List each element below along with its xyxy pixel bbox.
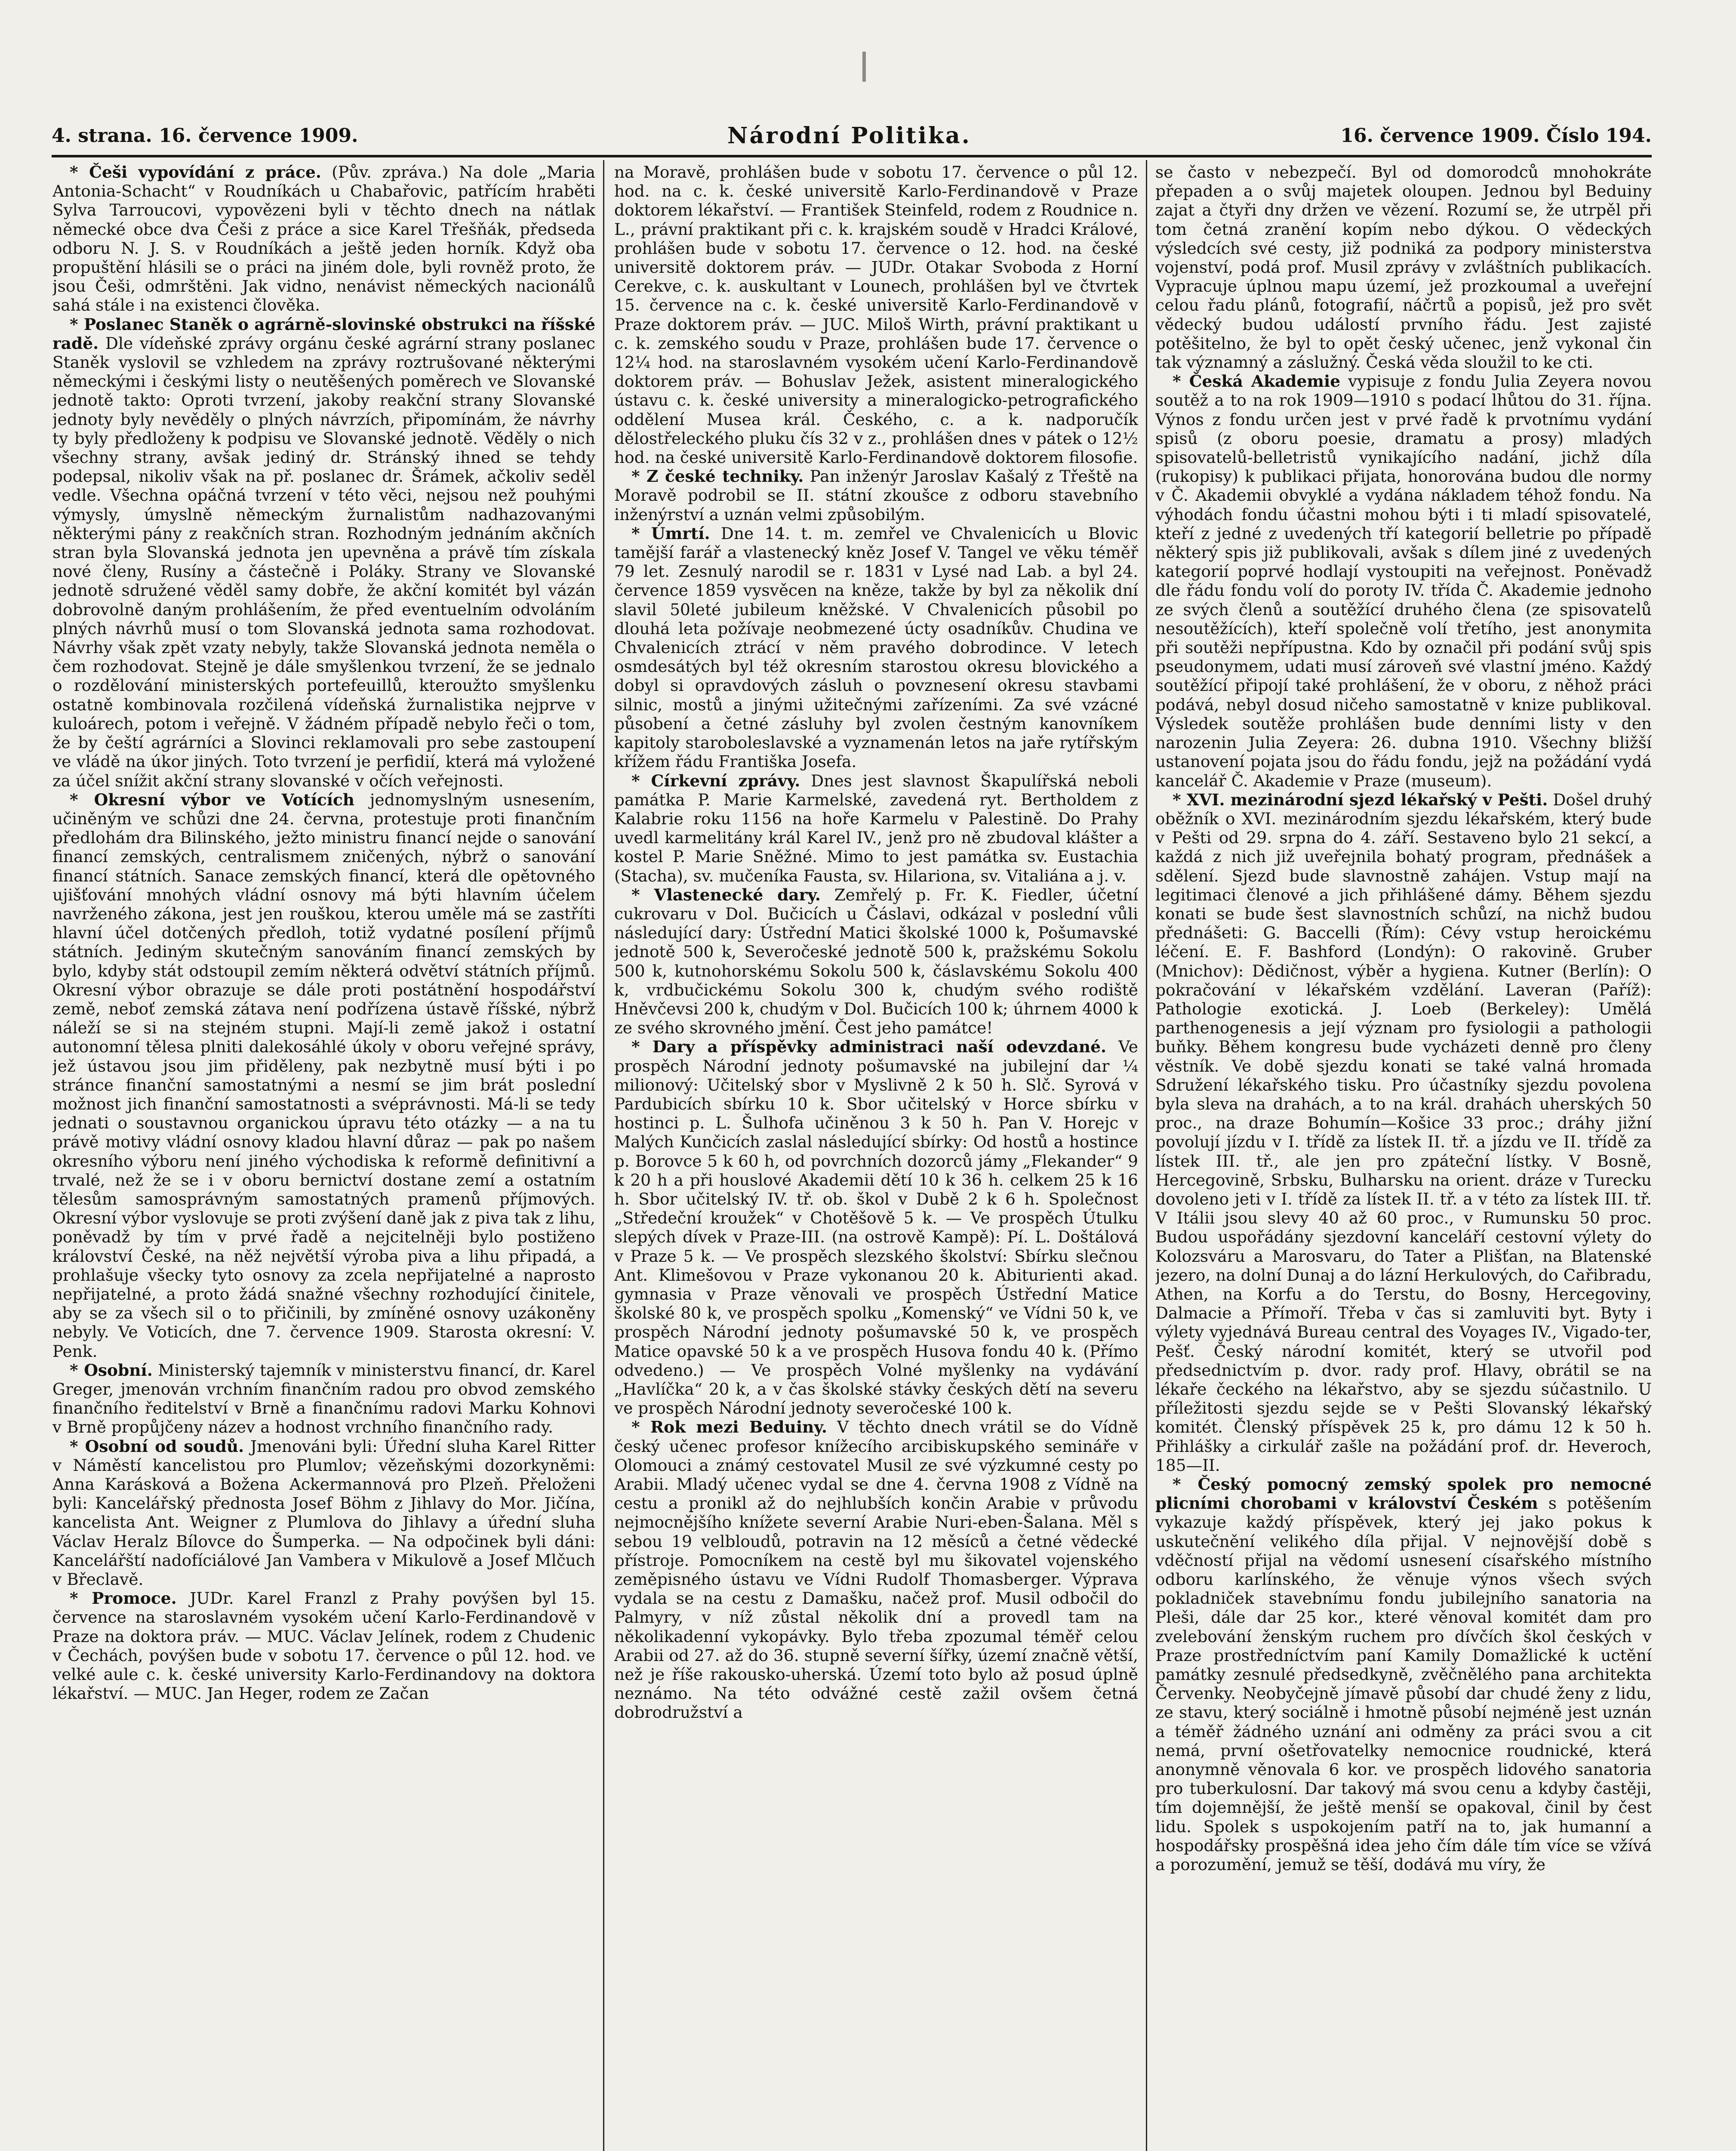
article-body: Zemřelý p. Fr. K. Fiedler, účetní cukrovaru v Dol. Bučicích u Čáslavi, odkázal v poslední vůli následující dary: Ústřední Matici školské 1000 k, Pošumavské jednotě 500 k, Severočeské jednotě 500 k, pražskému Sokolu 500 k, kutnohorskému Sokolu 500 k, čáslavskému Sokolu 400 k, vrdbučickému Sokolu 300 k, chudým svého rodiště Hněvčevsi 200 k, chudým v Dol. Bučicích 100 k; úhrnem 4000 k ze svého skrovného jmění. Čest jeho památce! [614, 885, 1138, 1038]
header-right: 16. července 1909. Číslo 194. [1340, 124, 1652, 147]
article-heading: * Osobní. [70, 1360, 153, 1380]
article [614, 771, 1138, 885]
article-body: se často v nebezpečí. Byl od domorodců mnohokráte přepaden a o svůj majetek oloupen. Jednou byl Beduiny zajat a čtyři dny držen ve vězení. Rozumí se, že utrpěl při tom četná zranění kopím nebo dýkou. O vědeckých výsledcích své cesty, již podniká za podpory ministerstva vojenství, podá prof. Musil zprávy v zvláštních publikacích. Vypracuje úplnou mapu území, jež prozkoumal a uveřejní celou řadu plánů, fotografií, náčrtů a popisů, jež pro svět vědecký budou událostí prvního řádu. Jest zajisté potěšitelno, že byl to opět český učenec, jenž vykonal čin tak významný a záslužný. Česká věda sloužil to ke cti. [1155, 163, 1652, 372]
article-body: s potěšením vykazuje každý příspěvek, který jej jako pokus k uskutečnění velikého díla přijal. V nejnovější době s vděčností přijal na vědomí usnesení císařského místního odboru karlínského, že věnuje výnos všech svých pokladniček stavebnímu fondu jubilejního sanatoria na Pleši, dále dar 25 kor., které věnoval komitét dam pro zvelebování ženským ruchem pro dívčích škol českých v Praze prostředníctvím paní Kamily Domažlické k uctění památky zesnulé předsedkyně, zvěčnělého pana architekta Červenky. Neobyčejně jímavě působí dar chudé ženy z lidu, ze stavu, který sociálně i hmotně působí nejméně jest uznán a téměř žádného uznání ani odměny za práci svou a cit nemá, první ošetřovatelky nemocnice roudnické, která anonymně věnovala 6 kor. ve prospěch lidového sanatoria pro tuberkulosní. Dar takový má svou cenu a kdyby častěji, tím dojemnější, že ještě menší se opakoval, činil by čest lidu. Spolek s uspokojením patří na to, jak humanní a hospodářsky prospěšná idea jeho čím dále tím více se vžívá a porozumění, jemuž se těší, dodává mu víry, že [1155, 1494, 1652, 1874]
column-1 [52, 163, 595, 2151]
article [1155, 790, 1652, 1475]
article-heading: * Vlastenecké dary. [631, 885, 821, 904]
article-body: Pan inženýr Jaroslav Kašalý z Třeště na Moravě podrobil se II. státní zkoušce z odboru stavebního inženýrství a uznán velmi způsobilým. [614, 467, 1138, 524]
column-3 [1155, 163, 1652, 2151]
article-body: Dnes jest slavnost Škapulířská neboli památka P. Marie Karmelské, zavedená ryt. Bertholdem z Kalabrie roku 1156 na hoře Karmelu v Palestině. Do Prahy uvedl karmelitány král Karel IV., jenž pro ně zbudoval klášter a kostel P. Marie Sněžné. Mimo to jest památka sv. Eustachia (Stacha), sv. mučeníka Fausta, sv. Hilariona, sv. Vitaliána a j. v. [614, 771, 1138, 885]
article-heading: * XVI. mezinárodní sjezd lékařský v Pešti. [1173, 790, 1548, 809]
column-divider [603, 160, 604, 2151]
article [1155, 163, 1652, 372]
article [614, 1418, 1138, 1722]
article-heading: * Český pomocný zemský spolek pro nemocné plicními chorobami v království Českém [1155, 1475, 1652, 1513]
article [52, 1361, 595, 1437]
article-heading: * Církevní zprávy. [631, 771, 800, 790]
article-body: (Pův. zpráva.) Na dole „Maria Antonia-Schacht“ v Roudníkách u Chabařovic, patřícím hraběti Sylva Tarroucovi, vypovězeni byli v těchto dnech na nátlak německé obce dva Češi z práce a sice Karel Třešňák, předseda odboru N. J. S. v Roudníkách a ještě jeden horník. Když oba propuštění hlásili se o práci na jiném dole, byli rovněž proto, že jsou Češi, odmrštěni. Jak vidno, nenávist německých nacionálů sahá stále i na existenci člověka. [52, 163, 595, 315]
article [1155, 1475, 1652, 1874]
article-body: Ministerský tajemník v ministerstvu financí, dr. Karel Greger, jmenován vrchním finančním radou pro obvod zemského finančního ředitelství v Brně a finančnímu radovi Marku Kohnovi v Brně propůjčeny název a hodnost vrchního finančního rady. [52, 1360, 595, 1437]
header-left: 4. strana. 16. července 1909. [52, 124, 358, 147]
masthead: Národní Politika. [727, 122, 971, 149]
article [614, 163, 1138, 467]
article [614, 524, 1138, 771]
article-heading: * Poslanec Staněk o agrárně-slovinské obstrukci na říšské radě. [52, 314, 595, 353]
article-heading: * Češi vypovídání z práce. [70, 163, 321, 182]
article-heading: * Česká Akademie [1173, 372, 1341, 391]
scan-mark [862, 52, 866, 82]
article-heading: * Promoce. [70, 1589, 177, 1608]
article [614, 885, 1138, 1038]
article-body: JUDr. Karel Franzl z Prahy povýšen byl 15. července na staroslavném vysokém učení Karlo-Ferdinandově v Praze na doktora práv. — MUC. Václav Jelínek, rodem z Chudenic v Čechách, povýšen bude v sobotu 17. července o půl 12. hod. ve velké aule c. k. české university Karlo-Ferdinandovy na doktora lékařství. — MUC. Jan Heger, rodem ze Začan [52, 1589, 595, 1703]
article [52, 1437, 595, 1589]
article-body: Došel druhý oběžník o XVI. mezinárodním sjezdu lékařském, který bude v Pešti od 29. srpna do 4. září. Sestaveno bylo 21 sekcí, a každá z nich již uveřejnila bohatý program, přednášek a sdělení. Sjezd bude slavnostně zahájen. Vstup mají na legitimaci členové a jich přihlášené dámy. Během sjezdu konati se bude šest slavnostních schůzí, na nichž budou přednášeti: G. Baccelli (Řím): Cévy vstup heroickému léčení. E. F. Bashford (Londýn): O rakovině. Gruber (Mnichov): Dědičnost, výběr a hygiena. Kutner (Berlín): O pokračování v lékařském vzdělání. Laveran (Paříž): Pathologie exotická. J. Loeb (Berkeley): Umělá parthenogenesis a její význam pro fysiologii a pathologii buňky. Během kongresu bude vycházeti denně pro členy věstník. Ve době sjezdu konati se také valná hromada Sdružení lékařského tisku. Pro účastníky sjezdu povolena byla sleva na drahách, a to na král. drahách uherských 50 proc., na draze Bohumín—Košice 33 proc.; dráhy jižní povolují jízdu v I. třídě za lístek II. tř. a jízdu ve II. třídě za lístek III. tř., ale jen pro zpáteční lístky. V Bosně, Hercegovině, Srbsku, Bulharsku na orient. dráze v Turecku dovoleno jeti v I. třídě za lístek II. tř. a v této za lístek III. tř. V Itálii jsou slevy 40 až 60 proc., v Rumunsku 50 proc. Budou uspořádány sjezdovní kanceláří cestovní výlety do Kolozsváru a Marosvaru, do Tater a Plišťan, na Blatenské jezero, na dolní Dunaj a do lázní Herkulových, do Cařibradu, Athen, na Korfu a do Terstu, do Bosny, Hercegoviny, Dalmacie a Přímoří. Třeba v čas si zamluviti byt. Byty i výlety vyjednává Bureau central des Voyages IV., Vigado-ter, Pešť. Český národní komitét, který se utvořil pod předsednictvím p. dvor. rady prof. Hlavy, obrátil se na lékaře čeckého na lékařstvo, aby se sjezdu súčastnilo. U příležitosti sjezdu sejde se v Pešti Slovanský lékařský komitét. Členský příspěvek 25 k, pro dámu 12 k 50 h. Přihlášky a cirkulář zašle na požádání prof. dr. Heveroch, 185—II. [1155, 790, 1652, 1475]
article [1155, 372, 1652, 790]
article [52, 163, 595, 315]
article [52, 1589, 595, 1703]
article-body: Ve prospěch Národní jednoty pošumavské na jubilejní dar ¼ milionový: Učitelský sbor v Myslivně 2 k 50 h. Slč. Syrová v Pardubicích sbírku 10 k. Sbor učitelský v Horce sbírku v hostinci p. L. Šulhofa učiněnou 3 k 50 h. Pan V. Horejc v Malých Kunčicích zaslal následující sbírky: Od hostů a hostince p. Borovce 5 k 60 h, od povrchních dozorců jámy „Flekander“ 9 k 20 h a při houslové Akademii dětí 10 k 36 h. celkem 25 k 16 h. Sbor učitelský IV. tř. ob. škol v Dubě 2 k 6 h. Společnost „Středeční kroužek“ v Chotěšově 5 k. — Ve prospěch Útulku slepých dívek v Praze-III. (na ostrově Kampě): Pí. L. Doštálová v Praze 5 k. — Ve prospěch slezského školství: Sbírku slečnou Ant. Klimešovou v Praze vykonanou 20 k. Abiturienti akad. gymnasia v Praze věnovali ve prospěch Ústřední Matice školské 80 k, ve prospěch spolku „Komenský“ ve Vídni 50 k, ve prospěch Národní jednoty pošumavské 50 k, ve prospěch Matice opavské 50 k a ve prospěch Husova fondu 40 k. (Přímo odvedeno.) — Ve prospěch Volné myšlenky na vydávání „Havlíčka“ 20 k, a v čas školské stávky českých dětí na severu ve prospěch Národní jednoty severočeské 100 k. [614, 1037, 1138, 1418]
article [614, 1037, 1138, 1418]
article-heading: * Úmrtí. [631, 524, 710, 543]
page-header [52, 118, 1652, 153]
article [614, 467, 1138, 524]
column-divider [1146, 160, 1147, 2151]
header-rule [52, 155, 1652, 157]
article-body: Jmenováni byli: Úřední sluha Karel Ritter v Náměstí kancelistou pro Plumlov; vězeňskými dozorkyněmi: Anna Karásková a Božena Ackermannová pro Plzeň. Přeloženi byli: Kancelářský přednosta Josef Böhm z Jihlavy do Mor. Jičína, kancelista Ant. Weigner z Plumlova do Jihlavy a úřední sluha Václav Heralz Bílovce do Šumperka. — Na odpočinek byli dáni: Kancelářští nadofíciálové Jan Vambera v Mikulově a Josef Mlčuch v Břeclavě. [52, 1436, 595, 1589]
article-body: Dle vídeňské zprávy orgánu české agrární strany poslanec Staněk vyslovil se vzhledem na zprávy roztrušované některými německými i českými listy o neutěšených poměrech ve Slovanské jednotě takto: Oproti tvrzení, jakoby reakční strany Slovanské jednoty byly nevěděly o plných návrzích, připomínám, že návrhy ty byly předloženy k podpisu ve Slovanské jednotě. Věděly o nich všechny strany, avšak jediný dr. Stránský ihned se tehdy podepsal, nikoliv však na př. poslanec dr. Šrámek, ačkoliv seděl vedle. Všechna opáčná tvrzení v této věci, nejsou než pouhými výmysly, úmyslně německým žurnalistům nadhazovanými některými pány z reakčních stran. Rozhodným jednáním akčních stran byla Slovanská jednota jen upevněna a právě tím získala nové členy, Rusíny a částečně i Poláky. Strany ve Slovanské jednotě sdružené věděl samy dobře, že akční komitét byl vázán dobrovolně daným prohlášením, že před eventuelním odvoláním plných návrhů musí o tom Slovanská jednota sama rozhodovat. Návrhy však zpět vzaty nebyly, takže Slovanská jednota neměla o čem rozhodovat. Stejně je dále smyšlenkou tvrzení, že se jednalo o rozdělování ministerských portefeuillů, kteroužto smyšlenku ostatně kombinovala rozčilená vídeňská žurnalistika nejprve v kuloárech, potom i veřejně. V žádném případě nebylo řeči o tom, že by čeští agrárníci a Slovinci reklamovali pro sebe zastoupení ve vládě na úkor jiných. Toto tvrzení je perfidií, která má vyložené za účel snížit akční strany slovanské v očích veřejnosti. [52, 333, 595, 790]
article-body: jednomyslným usnesením, učiněným ve schůzi dne 24. června, protestuje proti finančním předlohám dra Bilinského, ježto ministru financí nejde o sanování financí zemských, centralismem zničených, nýbrž o sanování financí státních. Sanace zemských financí, která dle opětovného ujišťování mnohých vládní osnovy má býti hlavním účelem navrženého zákona, jest jen rouškou, kterou uměle má se zastříti hlavní účel dotčených předloh, totiž vydatné posílení příjmů státních. Jediným skutečným sanováním financí zemských by bylo, kdyby stát odstoupil zemím některá odvětví státních příjmů. Okresní výbor obrazuje se dále proti postátnění hospodářství země, neboť zemská zátava není podřízena ústavě říšské, nýbrž náleží se si na stejném stupni. Mají-li země jakož i ostatní autonomní tělesa plniti dalekosáhlé úkoly v oboru veřejné správy, jež ústavou jsou jim přiděleny, pak nezbytně musí býti i po stránce finanční samostatnými a nesmí se jim brát poslední možnost jich finanční samostatnosti a svéprávnosti. Má-li se tedy jednati o soustavnou organickou úpravu této otázky — a na tu právě motivy vládní osnovy kladou hlavní důraz — pak po našem okresního výboru není jiného východiska k reformě definitivní a trvalé, než že se i v oboru bernictví dostane zemí a ostatním tělesům samosprávným samostatných pramenů příjmových. Okresní výbor vyslovuje se proti zvýšení daně jak z piva tak z lihu, poněvadž by tím v prvé řadě a nejcitelněji bylo postiženo království České, na něž největší výroba piva a lihu připadá, a prohlašuje všecky tyto osnovy za zcela nepřijatelné a naprosto nepřijatelné, a proto žádá snažné všechny rozhodující činitele, aby se za všech sil o to přičinili, by zmíněné osnovy uzákoněny nebyly. Ve Voticích, dne 7. července 1909. Starosta okresní: V. Penk. [52, 790, 595, 1361]
article-body: V těchto dnech vrátil se do Vídně český učenec profesor knížecího arcibiskupského semináře v Olomouci a známý cestovatel Musil ze své výzkumné cesty po Arabii. Mladý učenec vydal se dne 4. června 1908 z Vídně na cestu a pronikl až do nejhlubších končin Arabie v průvodu nejmocnějšího knížete severní Arabie Nuri-eben-Šalana. Měl s sebou 19 velbloudů, potravin na 12 měsíců a četné vědecké přístroje. Pomocníkem na cestě byl mu šikovatel vojenského zeměpisného ústavu ve Vídni Rudolf Thomasberger. Výprava vydala se na cestu z Damašku, načež prof. Musil odbočil do Palmyry, v níž zůstal několik dní a provedl tam na několikadenní vykopávky. Bylo třeba zpozumal téměř celou Arabii od 27. až do 36. stupně severní šířky, území značně větší, než je říše rakousko-uherská. Území toto bylo až posud úplně neznámo. Na této odvážné cestě zažil ovšem četná dobrodružství a [614, 1418, 1138, 1722]
article-heading: * Osobní od soudů. [70, 1436, 244, 1456]
article-body: Dne 14. t. m. zemřel ve Chvalenicích u Blovic tamější farář a vlastenecký kněz Josef V. Tangel ve věku téměř 79 let. Zesnulý narodil se r. 1831 v Lysé nad Lab. a byl 24. července 1859 vysvěcen na kněze, takže by byl za několik dní slavil 50leté jubileum kněžské. V Chvalenicích působil po dlouhá leta požívaje neobmezené úcty osadníkův. Chudina ve Chvalenicích ztrácí v něm pravého dobrodince. V letech osmdesátých byl též okresním starostou okresu blovického a dobyl si opravdových zásluh o povznesení okresu stavbami silnic, mostů a jinými užitečnými zařízeními. Za své vzácné působení a četné zásluhy byl zvolen čestným kanovníkem kapitoly staroboleslavské a vyznamenán letos na jaře rytířským křížem řádu Františka Josefa. [614, 524, 1138, 771]
article-body: vypisuje z fondu Julia Zeyera novou soutěž a to na rok 1909—1910 s podací lhůtou do 31. října. Výnos z fondu určen jest v prvé řadě k prvotnímu vydání spisů (z oboru poesie, dramatu a prosy) mladých spisovatelů-belletristů vynikajícího nadání, jichž díla (rukopisy) k publikaci přijata, honorována budou dle normy v Č. Akademii obvyklé a vydána nákladem téhož fondu. Na výhodách fondu účastni mohou býti i ti mladí spisovatelé, kteří z jedné z uvedených tří kategorií belletrie po případě některý spis již publikovali, avšak s dílem jiné z uvedených kategorií poprvé hodlají vystoupiti na veřejnost. Poněvadž dle řádu fondu volí do poroty IV. třída Č. Akademie jednoho ze svých členů a soutěžící druhého člena (ze spisovatelů nesoutěžících), kteří společně volí třetího, jest anonymita při soutěži nepřípustna. Kdo by označil při podání svůj spis pseudonymem, udati musí zároveň své vlastní jméno. Každý soutěžící připojí také prohlášení, že v oboru, z něhož práci podává, nebyl dosud ničeho samostatně v knize publikoval. Výsledek soutěže prohlášen bude denními listy v den narozenin Julia Zeyera: 26. dubna 1910. Všechny bližší ustanovení pojata jsou do řádu fondu, jejž na požádání vydá kancelář Č. Akademie v Praze (museum). [1155, 372, 1652, 790]
article-heading: * Dary a příspěvky administraci naší odevzdané. [631, 1037, 1107, 1057]
article-heading: * Rok mezi Beduiny. [631, 1418, 827, 1437]
article-heading: * Okresní výbor ve Votících [70, 790, 355, 809]
column-2 [614, 163, 1138, 2151]
article-body: na Moravě, prohlášen bude v sobotu 17. července o půl 12. hod. na c. k. české universitě Karlo-Ferdinandově v Praze doktorem lékařství. — František Steinfeld, rodem z Roudnice n. L., právní praktikant při c. k. krajském soudě v Hradci Králové, prohlášen bude v sobotu 17. července o 12. hod. na české universitě doktorem práv. — JUDr. Otakar Svoboda z Horní Cerekve, c. k. auskultant v Lounech, prohlášen byl ve čtvrtek 15. července na c. k. české universitě Karlo-Ferdinandově v Praze doktorem práv. — JUC. Miloš Wirth, právní praktikant u c. k. zemského soudu v Praze, prohlášen bude 17. července o 12¼ hod. na staroslavném vysokém učení Karlo-Ferdinandově doktorem práv. — Bohuslav Ježek, asistent mineralogického ústavu c. k. české university a mineralogicko-petrografického oddělení Musea král. Českého, c. a k. nadporučík dělostřeleckého pluku čís 32 v z., prohlášen dnes v pátek o 12½ hod. na české universitě Karlo-Ferdinandově doktorem filosofie. [614, 163, 1138, 467]
article [52, 315, 595, 790]
article-heading: * Z české techniky. [631, 467, 804, 486]
article [52, 790, 595, 1361]
